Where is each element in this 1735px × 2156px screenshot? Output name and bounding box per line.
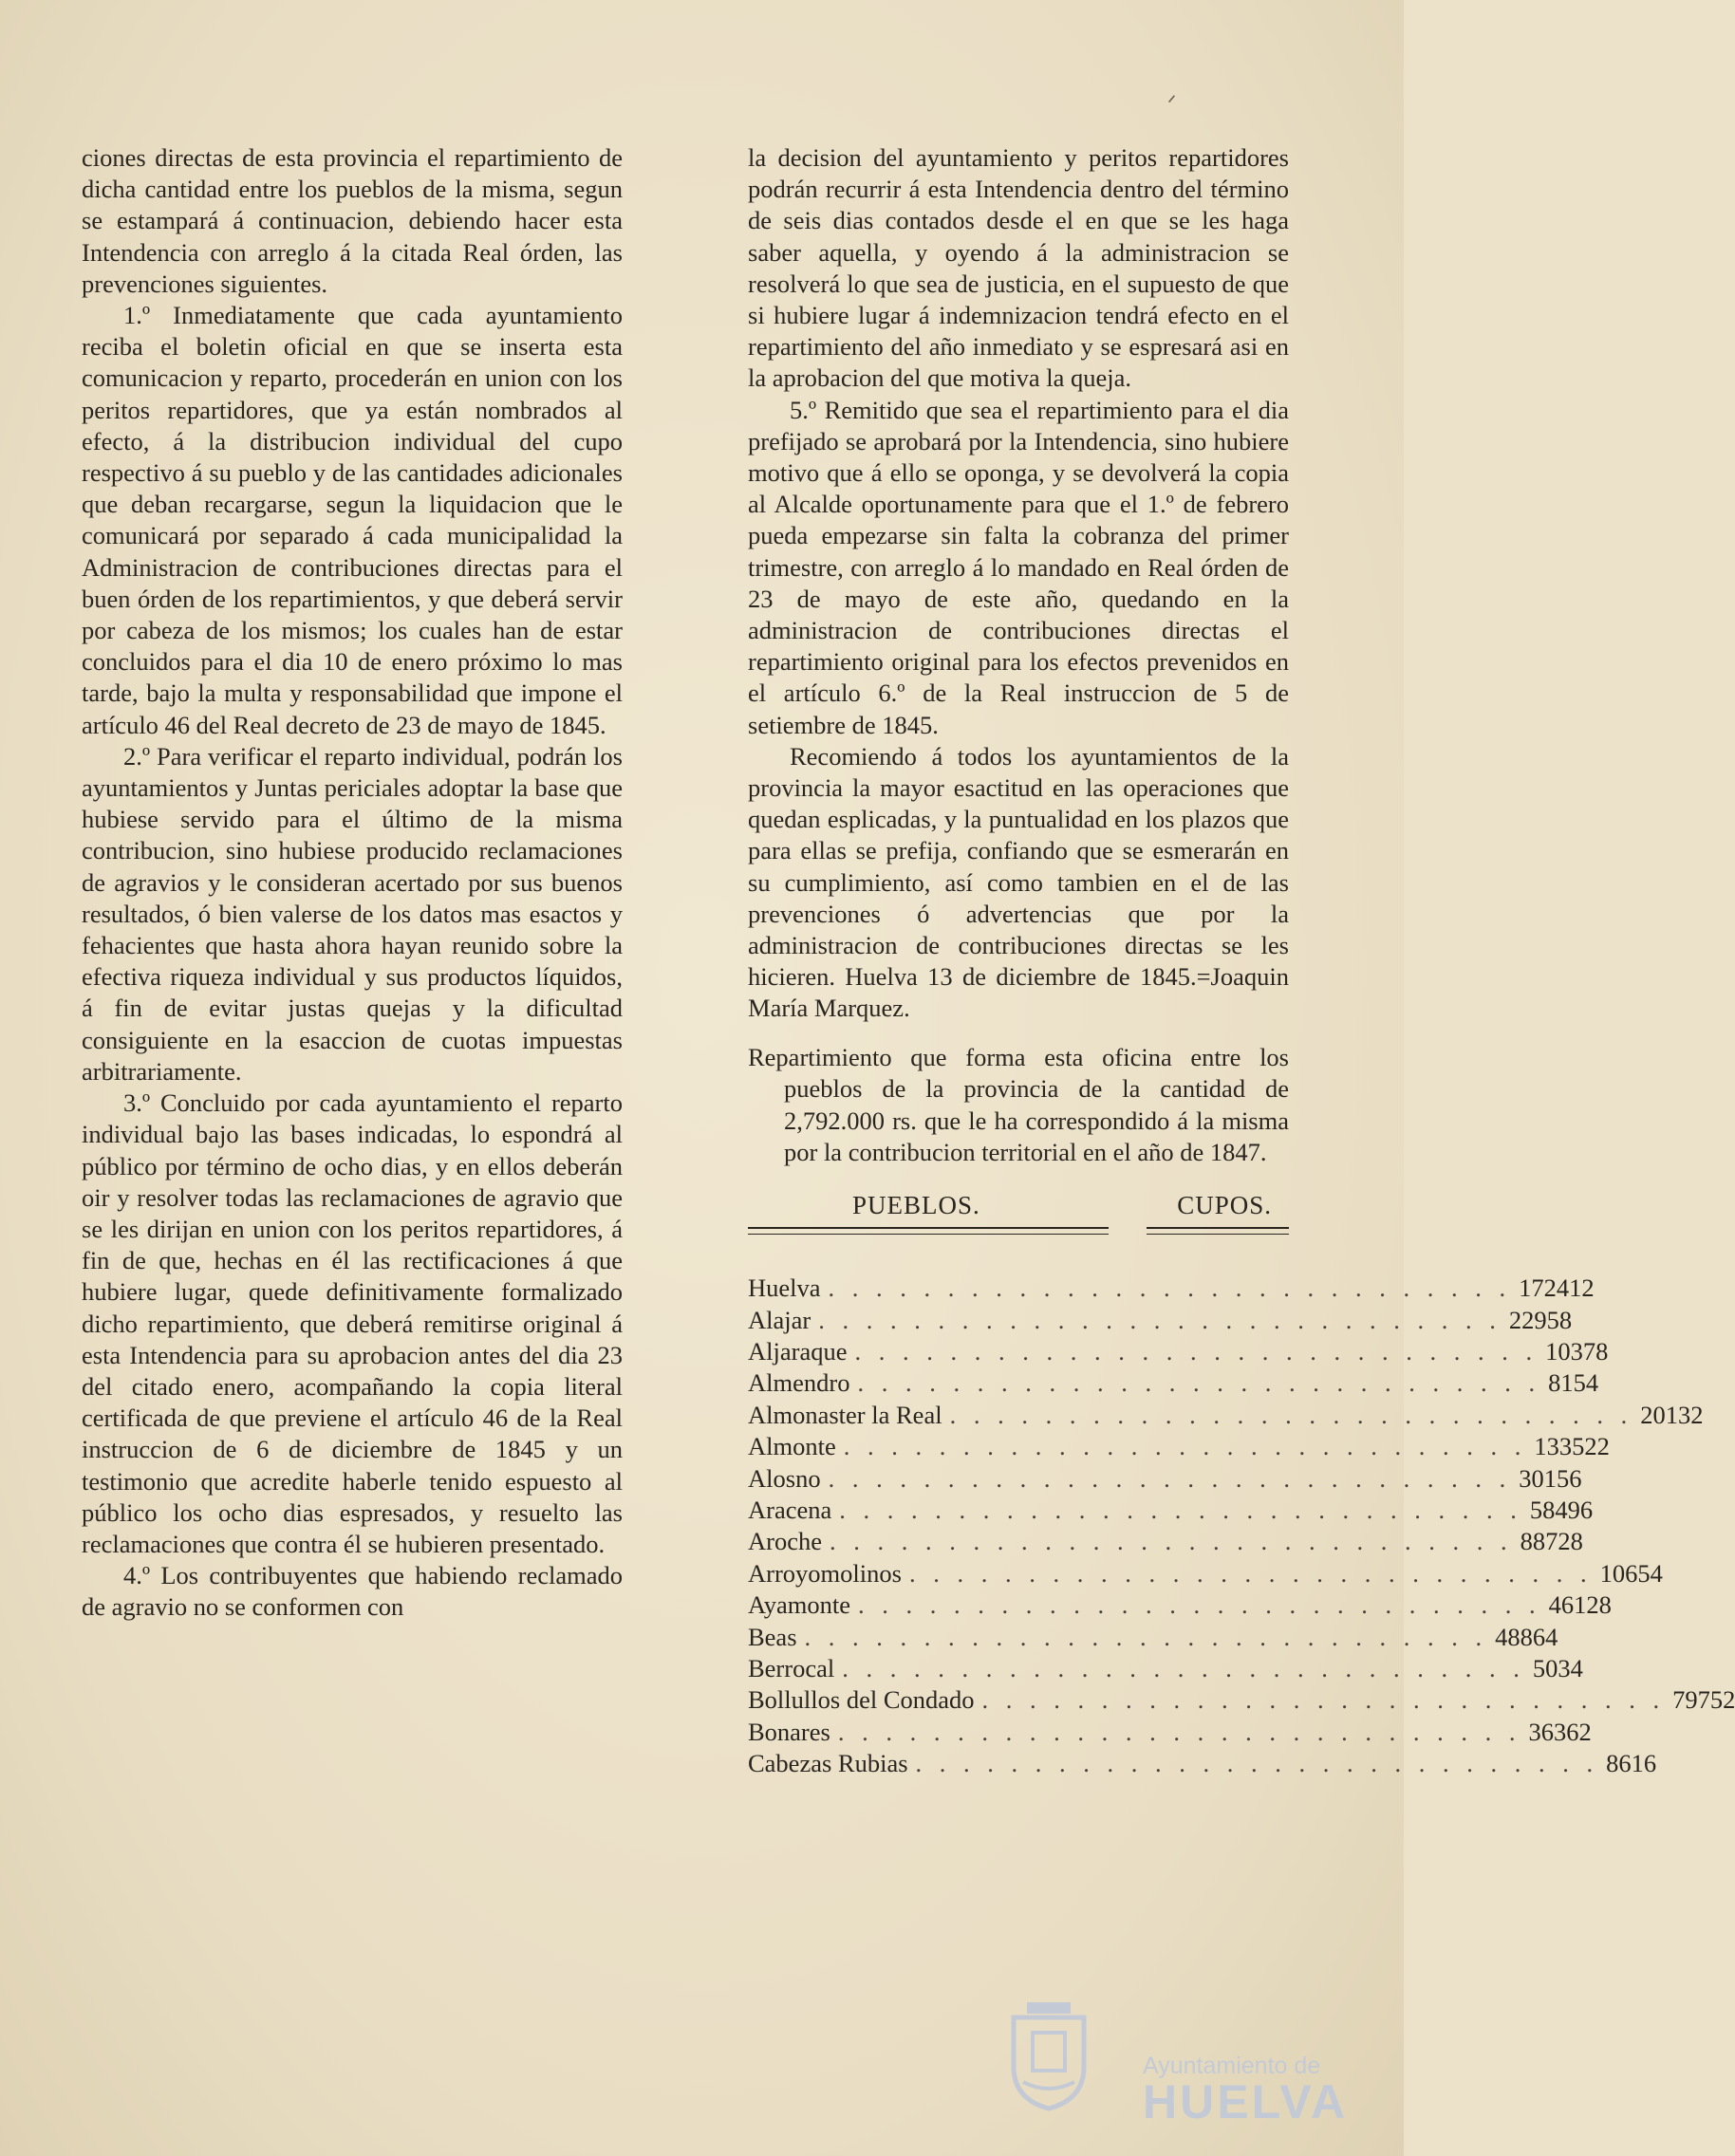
paragraph-item-5: 5.º Remitido que sea el repartimiento para el dia prefijado se aprobará por la Intendencia, sino hubiere motivo que á ello se oponga, y se devolverá la copia al Alcalde oportunamente para que el 1.º de febrero pueda empezarse sin falta la cobranza del primer trimestre, con arreglo á lo mandado en Real órden de 23 de mayo de este año, quedando en la administracion de contribuciones directas el repartimiento original para los efectos prevenidos en el artículo 6.º de la Real instruccion de 5 de setiembre de 1845. bbox=[748, 395, 1289, 739]
pueblo-name: Aljaraque bbox=[748, 1337, 848, 1366]
leader-dots: . . . . . . . . . . . . . . . . . . . . . . . . . . . . . bbox=[839, 1496, 1522, 1524]
table-row bbox=[748, 1622, 1558, 1653]
cupo-value: 10378 bbox=[1545, 1337, 1609, 1366]
paragraph-item-1: 1.º Inmediatamente que cada ayuntamiento reciba el boletin oficial en que se inserta esta comunicacion y reparto, procederán en union con los peritos repartidores, que ya están nombrados al efecto, á la distribucion individual del cupo respectivo á su pueblo y de las cantidades adicionales que deban recargarse, segun la liquidacion que le comunicará por separado á cada municipalidad la Administracion de contribuciones directas para el buen órden de los repartimientos, y que deberá servir por cabeza de los mismos; los cuales han de estar concluidos para el dia 10 de enero próximo lo mas tarde, bajo la multa y responsabilidad que impone el artículo 46 del Real decreto de 23 de mayo de 1845. bbox=[82, 301, 623, 739]
table-row bbox=[748, 1463, 1582, 1495]
paragraph-item-3: 3.º Concluido por cada ayuntamiento el reparto individual bajo las bases indicadas, lo espondrá al público por término de ocho dias, y en ellos deberán oir y resolver todas las reclamaciones de agravio que se les dirijan en union con los peritos repartidores, á fin de que, hechas en él las rectificaciones á que hubiere lugar, quede definitivamente formalizado dicho repartimiento, que deberá remitirse original á esta Intendencia para su aprobacion antes del dia 23 del citado enero, acompañando la copia literal certificada de que previene el artículo 46 de la Real instruccion de 6 de diciembre de 1845 y un testimonio que acredite haberle tenido espuesto al público los ocho dias espresados, y resuelto las reclamaciones que contra él se hubieren presentado. bbox=[82, 1088, 623, 1558]
leader-dots: . . . . . . . . . . . . . . . . . . . . . . . . . . . . . bbox=[981, 1685, 1666, 1715]
cupo-value: 58496 bbox=[1529, 1496, 1594, 1524]
cupo-value: 30156 bbox=[1519, 1463, 1582, 1493]
table-row bbox=[748, 1495, 1594, 1526]
leader-dots: . . . . . . . . . . . . . . . . . . . . . . . . . . . . . bbox=[949, 1400, 1633, 1429]
header-pueblos: PUEBLOS. bbox=[852, 1191, 980, 1220]
table-row bbox=[748, 1717, 1592, 1748]
pueblo-name: Beas bbox=[748, 1622, 797, 1651]
cupo-value: 10654 bbox=[1599, 1558, 1663, 1588]
table-row bbox=[748, 1526, 1583, 1557]
paragraph-intro: ciones directas de esta provincia el repartimiento de dicha cantidad entre los pueblos de la misma, segun se estampará á continuacion, debiendo hacer esta Intendencia con arreglo á la citada Real órden, las prevenciones siguientes. bbox=[82, 143, 623, 298]
leader-dots: . . . . . . . . . . . . . . . . . . . . . . . . . . . . . bbox=[837, 1717, 1521, 1746]
table-row bbox=[748, 1367, 1599, 1399]
cupo-value: 36362 bbox=[1528, 1717, 1592, 1746]
header-rules bbox=[748, 1227, 1289, 1235]
cupo-value: 79752 bbox=[1672, 1685, 1735, 1715]
leader-dots: . . . . . . . . . . . . . . . . . . . . . . . . . . . . . bbox=[908, 1558, 1593, 1588]
cupo-value: 20132 bbox=[1640, 1400, 1704, 1429]
leader-dots: . . . . . . . . . . . . . . . . . . . . . . . . . . . . . bbox=[857, 1368, 1541, 1398]
leader-dots: . . . . . . . . . . . . . . . . . . . . . . . . . . . . . bbox=[828, 1463, 1512, 1493]
table-row bbox=[748, 1273, 1595, 1304]
watermark-line1: Ayuntamiento de bbox=[1143, 2053, 1321, 2079]
pueblo-name: Ayamonte bbox=[748, 1590, 850, 1620]
leader-dots: . . . . . . . . . . . . . . . . . . . . . . . . . . . . . bbox=[843, 1432, 1527, 1461]
header-cupos: CUPOS. bbox=[1177, 1191, 1272, 1220]
pueblo-name: Almendro bbox=[748, 1368, 850, 1398]
left-column bbox=[82, 142, 623, 1624]
watermark-line2: HUELVA bbox=[1143, 2075, 1349, 2128]
cupo-value: 88728 bbox=[1520, 1527, 1583, 1556]
cupo-value: 22958 bbox=[1508, 1305, 1573, 1334]
table-row bbox=[748, 1336, 1609, 1367]
cupo-value: 133522 bbox=[1534, 1432, 1610, 1461]
pueblo-name: Arroyomolinos bbox=[748, 1558, 902, 1588]
table-intro: Repartimiento que forma esta oficina entre los pueblos de la provincia de la cantidad de 2,792.000 rs. que le ha correspondido á la misma por la contribucion territorial en el año de 1847. bbox=[748, 1042, 1289, 1167]
pueblo-name: Aracena bbox=[748, 1496, 832, 1524]
table-header bbox=[748, 1190, 1289, 1221]
leader-dots: . . . . . . . . . . . . . . . . . . . . . . . . . . . . . bbox=[915, 1749, 1599, 1778]
leader-dots: . . . . . . . . . . . . . . . . . . . . . . . . . . . . . bbox=[857, 1590, 1541, 1620]
pueblo-name: Bollullos del Condado bbox=[748, 1685, 975, 1715]
pueblo-name: Berrocal bbox=[748, 1653, 835, 1682]
table-row bbox=[748, 1684, 1735, 1716]
paragraph-continuation: la decision del ayuntamiento y peritos repartidores podrán recurrir á esta Intendencia dentro del término de seis dias contados desde el en que se les haga saber aquella, y oyendo á la administracion se resolverá lo que sea de justicia, en el supuesto de que si hubiere lugar á indemnizacion tendrá efecto en el repartimiento del año inmediato y se espresará asi en la aprobacion del que motiva la queja. bbox=[748, 143, 1289, 393]
stray-mark: ᐟ bbox=[1167, 91, 1177, 115]
rule-left bbox=[748, 1227, 1109, 1235]
pueblo-name: Bonares bbox=[748, 1717, 830, 1746]
leader-dots: . . . . . . . . . . . . . . . . . . . . . . . . . . . . . bbox=[830, 1527, 1513, 1556]
pueblo-name: Almonaster la Real bbox=[748, 1400, 942, 1429]
rule-right bbox=[1147, 1227, 1289, 1235]
cupo-value: 5034 bbox=[1532, 1653, 1583, 1682]
leader-dots: . . . . . . . . . . . . . . . . . . . . . . . . . . . . . bbox=[854, 1337, 1539, 1366]
table-row bbox=[748, 1305, 1573, 1336]
table-row bbox=[748, 1748, 1657, 1779]
table-row bbox=[748, 1653, 1583, 1684]
cupo-value: 46128 bbox=[1548, 1590, 1612, 1620]
pueblo-name: Almonte bbox=[748, 1432, 836, 1461]
coat-of-arms-icon bbox=[1008, 2000, 1090, 2112]
leader-dots: . . . . . . . . . . . . . . . . . . . . . . . . . . . . . bbox=[828, 1273, 1512, 1303]
paragraph-item-2: 2.º Para verificar el reparto individual, podrán los ayuntamientos y Juntas periciales adoptar la base que hubiese servido para el último de la misma contribucion, sino hubiese producido reclamaciones de agravios y le consideran acertado por sus buenos resultados, ó bien valerse de los datos mas esactos y fehacientes que hasta ahora hayan reunido sobre la efectiva riqueza individual y sus productos líquidos, á fin de evitar justas quejas y la dificultad consiguiente en la esaccion de cuotas impuestas arbitrariamente. bbox=[82, 741, 623, 1086]
leader-dots: . . . . . . . . . . . . . . . . . . . . . . . . . . . . . bbox=[842, 1653, 1525, 1682]
pueblo-name: Huelva bbox=[748, 1273, 821, 1303]
pueblo-name: Alosno bbox=[748, 1463, 821, 1493]
right-column bbox=[748, 142, 1735, 1780]
pueblo-name: Alajar bbox=[748, 1305, 812, 1334]
leader-dots: . . . . . . . . . . . . . . . . . . . . . . . . . . . . . bbox=[804, 1622, 1488, 1651]
cupo-value: 8154 bbox=[1548, 1368, 1599, 1398]
cupo-value: 48864 bbox=[1495, 1622, 1558, 1651]
table-row bbox=[748, 1431, 1610, 1462]
table-row bbox=[748, 1400, 1704, 1431]
table-row bbox=[748, 1589, 1612, 1621]
pueblo-name: Aroche bbox=[748, 1527, 822, 1556]
table-row bbox=[748, 1558, 1663, 1589]
cupo-value: 172412 bbox=[1519, 1273, 1595, 1303]
leader-dots: . . . . . . . . . . . . . . . . . . . . . . . . . . . . . bbox=[818, 1305, 1502, 1334]
paragraph-closing: Recomiendo á todos los ayuntamientos de la provincia la mayor esactitud en las operaciones que quedan esplicadas, y la puntualidad en los plazos que para ellas se prefija, confiando que se esmerarán en su cumplimiento, así como tambien en el de las prevenciones ó advertencias que por la administracion de contribuciones directas se les hicieren. Huelva 13 de diciembre de 1845.=Joaquin María Marquez. bbox=[748, 741, 1289, 1023]
paragraph-item-4: 4.º Los contribuyentes que habiendo reclamado de agravio no se conformen con bbox=[82, 1561, 623, 1622]
cupos-table bbox=[748, 1273, 1735, 1779]
cupo-value: 8616 bbox=[1606, 1749, 1657, 1778]
pueblo-name: Cabezas Rubias bbox=[748, 1749, 908, 1778]
